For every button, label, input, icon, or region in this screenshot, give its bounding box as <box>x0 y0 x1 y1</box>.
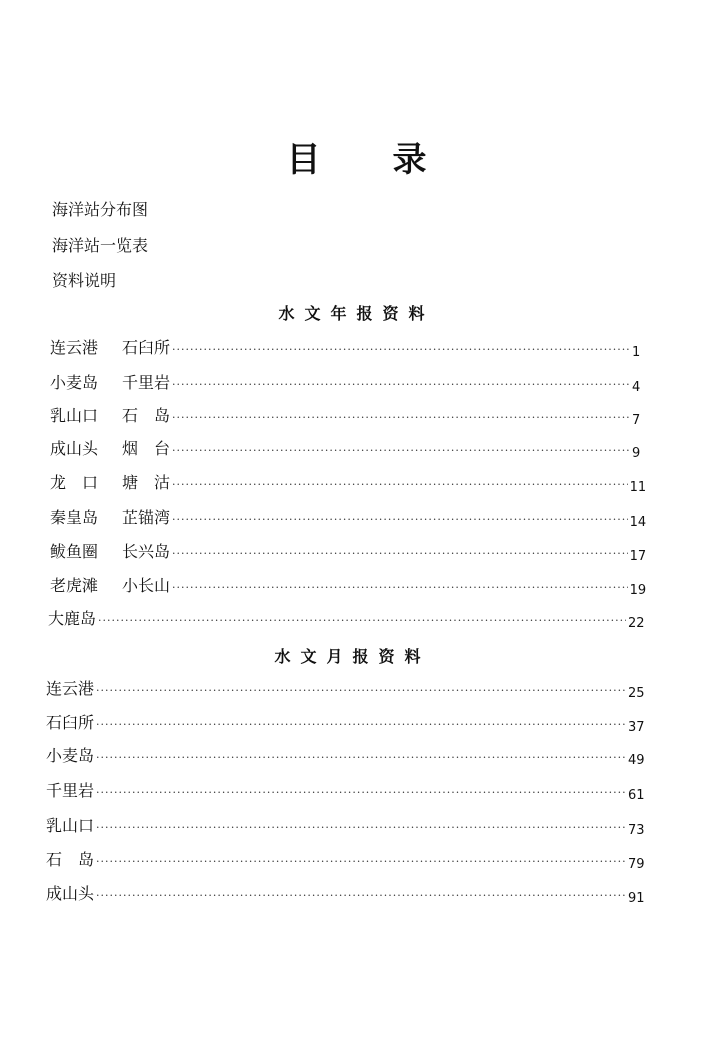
station-a: 成山头 <box>46 884 95 903</box>
toc-entry <box>50 370 641 395</box>
dot-leader <box>98 614 626 627</box>
station-a: 成山头 <box>50 439 99 458</box>
station-a: 秦皇岛 <box>50 508 99 527</box>
dot-leader <box>96 751 626 764</box>
page-number: 14 <box>629 515 647 530</box>
page-number: 7 <box>632 413 641 428</box>
page-number: 22 <box>628 616 645 631</box>
toc-entry <box>46 813 645 838</box>
dot-leader <box>96 786 626 799</box>
toc-entry <box>50 505 647 530</box>
title-char-2: 录 <box>392 140 427 180</box>
dot-leader <box>96 718 626 731</box>
station-a: 鲅鱼圈 <box>50 542 99 561</box>
page-title <box>0 132 713 181</box>
front-matter-item: 海洋站一览表 <box>52 236 149 255</box>
dot-leader <box>172 513 628 526</box>
dot-leader <box>172 378 630 391</box>
station-b: 塘 沽 <box>122 473 171 492</box>
station-a: 连云港 <box>46 679 95 698</box>
dot-leader <box>96 821 626 834</box>
title-char-1: 目 <box>286 140 321 180</box>
page-number: 79 <box>627 857 645 872</box>
station-a: 石 岛 <box>46 850 95 869</box>
station-a: 千里岩 <box>46 781 95 800</box>
toc-entry <box>46 743 645 768</box>
station-a: 乳山口 <box>46 816 95 835</box>
page-number: 17 <box>629 549 647 564</box>
station-a: 连云港 <box>50 338 99 357</box>
page-number: 61 <box>627 788 645 803</box>
toc-entry <box>50 573 647 598</box>
dot-leader <box>172 444 630 457</box>
dot-leader <box>96 889 626 902</box>
station-a: 小麦岛 <box>50 373 99 392</box>
dot-leader <box>172 343 630 356</box>
section-heading-annual: 水文年报资料 <box>278 304 435 323</box>
page-number: 9 <box>632 446 641 461</box>
page-number: 49 <box>627 753 645 768</box>
toc-entry <box>50 403 641 428</box>
toc-entry <box>50 335 641 360</box>
toc-entry <box>46 778 645 803</box>
station-a: 龙 口 <box>50 473 99 492</box>
station-b: 烟 台 <box>122 439 171 458</box>
section-heading-monthly: 水文月报资料 <box>274 647 431 666</box>
page-number: 19 <box>629 583 647 598</box>
toc-entry <box>50 539 647 564</box>
station-a: 大鹿岛 <box>48 609 97 628</box>
station-a: 老虎滩 <box>50 576 99 595</box>
toc-entry <box>46 676 645 701</box>
station-b: 石臼所 <box>122 338 171 357</box>
dot-leader <box>172 581 628 594</box>
page-number: 4 <box>632 380 641 395</box>
dot-leader <box>172 478 628 491</box>
front-matter-item: 海洋站分布图 <box>52 200 149 219</box>
station-b: 石 岛 <box>122 406 171 425</box>
station-b: 千里岩 <box>122 373 171 392</box>
page-number: 37 <box>627 720 645 735</box>
toc-entry <box>50 436 641 461</box>
station-b: 芷锚湾 <box>122 508 171 527</box>
front-matter-item: 资料说明 <box>52 271 117 290</box>
toc-entry <box>46 710 645 735</box>
dot-leader <box>96 684 626 697</box>
page-number: 1 <box>632 345 641 360</box>
station-b: 小长山 <box>122 576 171 595</box>
dot-leader <box>96 855 626 868</box>
dot-leader <box>172 547 628 560</box>
toc-entry <box>46 881 645 906</box>
toc-entry <box>46 847 645 872</box>
page-number: 11 <box>629 480 647 495</box>
dot-leader <box>172 411 630 424</box>
station-a: 石臼所 <box>46 713 95 732</box>
toc-entry <box>50 470 647 495</box>
station-a: 乳山口 <box>50 406 99 425</box>
page-number: 73 <box>627 823 645 838</box>
station-a: 小麦岛 <box>46 746 95 765</box>
page-number: 91 <box>627 891 645 906</box>
toc-entry <box>48 606 645 631</box>
page-number: 25 <box>627 686 645 701</box>
station-b: 长兴岛 <box>122 542 171 561</box>
